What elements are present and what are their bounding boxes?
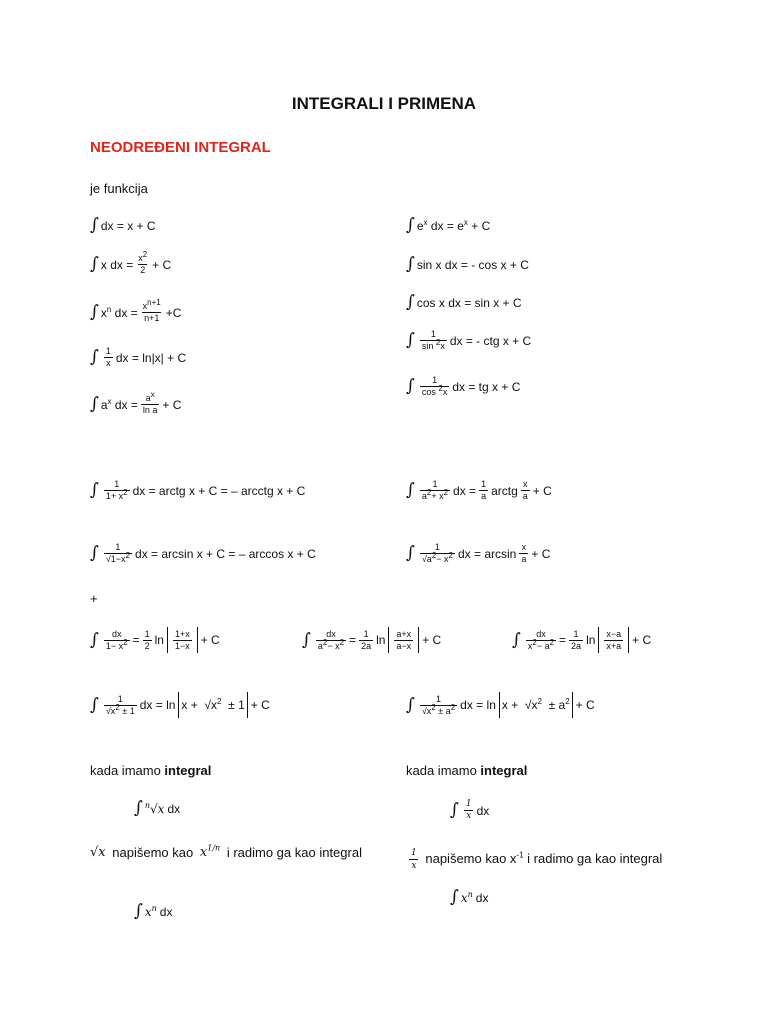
formula-xn: ∫ $x^n$ dx = $\frac{x^{n+1}}{n+1}$ +C: [90, 298, 182, 323]
formula-ex: ∫ $e^x$ dx = $e^x + C$: [406, 215, 491, 235]
kada-right: kada imamo integral: [406, 763, 528, 778]
kada-left: kada imamo integral: [90, 763, 212, 778]
formula-nroot: ∫ $^n$√x dx: [134, 798, 181, 818]
formula-arctg: ∫ $\frac{1}{1+ x^2}$ dx = arctg x + C = – arcctg x + C: [90, 479, 306, 501]
formula-lnroot2: ∫ $\frac{1}{√x^2 \pm a^2}$ dx = ln $x + √x^2 \pm a^2$ + C: [406, 692, 595, 718]
formula-xn-c: ∫ $x^n$ dx: [134, 901, 173, 921]
plus-sign: +: [90, 591, 98, 606]
page-title: INTEGRALI I PRIMENA: [291, 94, 477, 113]
formula-xn-d: ∫ $x^n$ dx: [450, 887, 489, 907]
formula-ln2: ∫ $\frac{dx}{a^2- x^2}$ = $\frac{1}{2a}$ ln $\frac{a+x}{a-x}$ + C: [302, 627, 441, 653]
formula-const: ∫ dx = x + C: [90, 215, 156, 235]
formula-sin: ∫ sin x dx = - cos x + C: [406, 254, 529, 274]
intro-text: je funkcija: [90, 181, 148, 196]
formula-lnroot1: ∫ $\frac{1}{√x^2 \pm 1}$ dx = ln $x + √x^2 \pm 1$ + C: [90, 692, 270, 718]
formula-arctg-a: ∫ $\frac{1}{a^2+ x^2}$ dx = $\frac{1}{a}$ arctg $\frac{x}{a}$ + C: [406, 479, 552, 501]
formula-cos: ∫ cos x dx = sin x + C: [406, 292, 522, 312]
formula-ln3: ∫ $\frac{dx}{x^2- a^2}$ = $\frac{1}{2a}$ ln $\frac{x-a}{x+a}$ + C: [512, 627, 651, 653]
formula-sin2: ∫ $\frac{1}{\sin ^2x}$ dx = - ctg x + C: [406, 329, 532, 351]
section-heading: NEODREĐENI INTEGRAL: [90, 139, 271, 156]
formula-x: ∫ x dx = $\frac{x^2}{2}$ + C: [90, 250, 172, 275]
formula-1x-b: ∫ $\frac{1}{x}$ dx: [450, 799, 490, 821]
formula-arcsin: ∫ $\frac{1}{√1-x^2}$ dx = arcsin x + C = – arccos x + C: [90, 542, 316, 564]
left-explanation: √x napišemo kao $x^{1/n}$ i radimo ga kao integral: [90, 843, 362, 860]
formula-arcsin-a: ∫ $\frac{1}{√a^2- x^2}$ dx = arcsin $\frac{x}{a}$ + C: [406, 542, 551, 564]
formula-1x: ∫ $\frac{1}{x}$ dx = ln|x| + C: [90, 346, 187, 368]
formula-ax: ∫ $a^x$ dx = $\frac{a^x}{\text{ln a}}$ + C: [90, 390, 182, 415]
right-explanation: $\frac{1}{x}$ napišemo kao $x^{-1}$ i radimo ga kao integral: [411, 848, 663, 871]
formula-cos2: ∫ $\frac{1}{\cos ^2x}$ dx = tg x + C: [406, 375, 521, 397]
formula-ln1: ∫ $\frac{dx}{1- x^2}$ = $\frac{1}{2}$ ln $\frac{1+x}{1-x}$ + C: [90, 627, 220, 653]
